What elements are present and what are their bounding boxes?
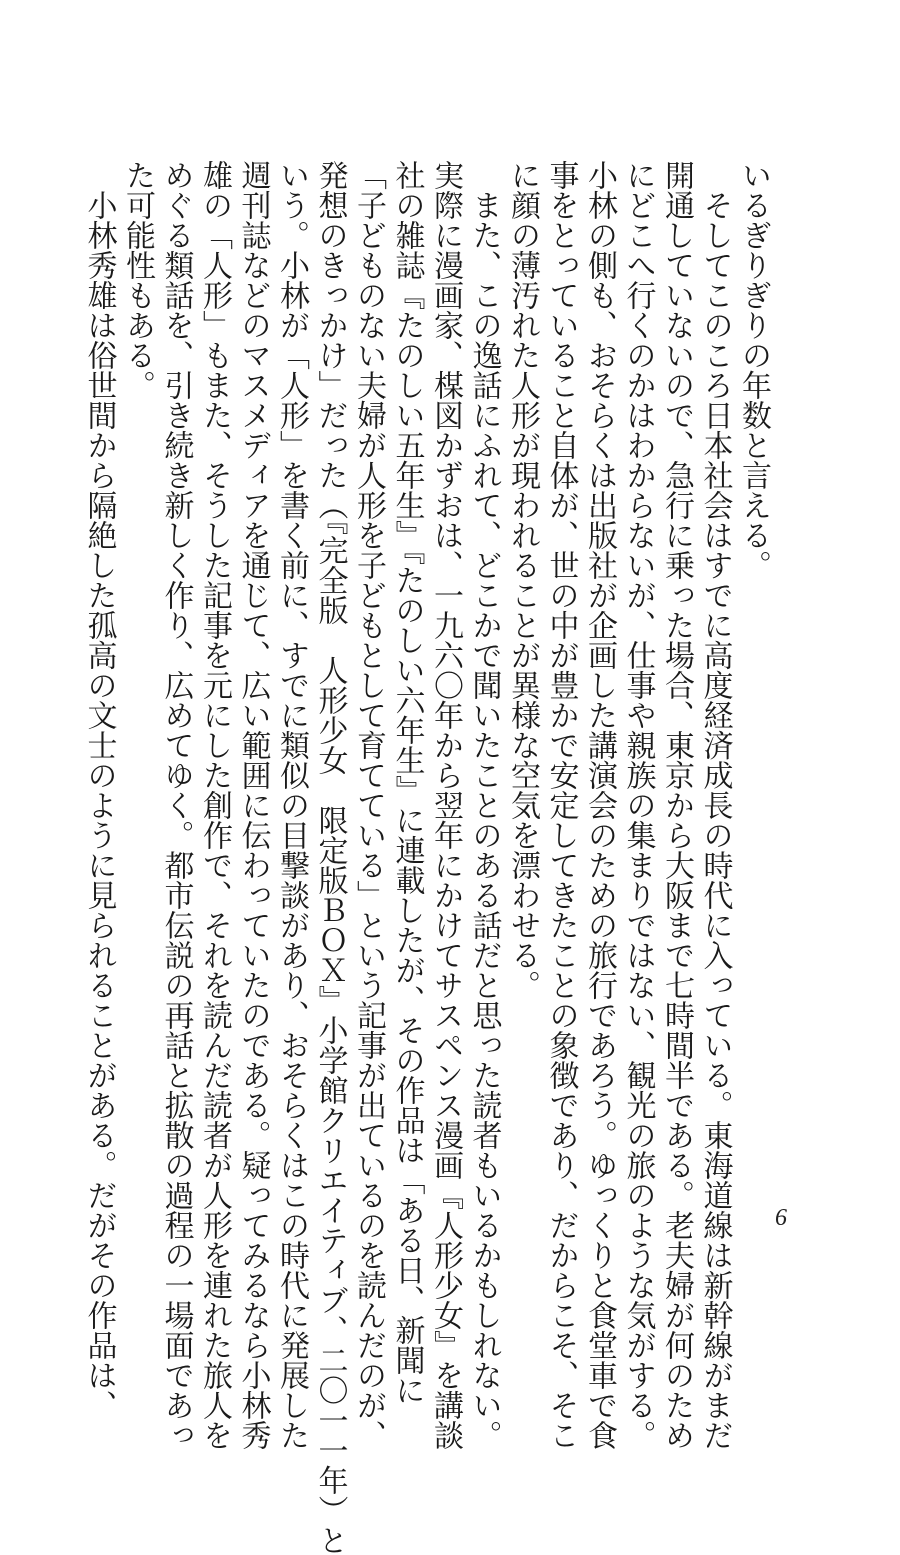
text-line-18: 小林秀雄は俗世間から隔絶した孤高の文士のように見られることがある。だがその作品は、 [81, 160, 117, 1420]
text-line-13: いう。小林が「人形」を書く前に、すでに類似の目撃談があり、おそらくはこの時代に発展した [274, 160, 309, 1450]
text-line-8: また、この逸話にふれて、どこかで聞いたことのある話だと思った読者もいるかもしれない。 [466, 160, 502, 1450]
text-line-9: 実際に漫画家、楳図かずおは、一九六〇年から翌年にかけてサスペンス漫画『人形少女』を講談 [428, 160, 463, 1450]
text-line-3: 開通していないので、急行に乗った場合、東京から大阪まで七時間半である。老夫婦が何のため [659, 160, 694, 1450]
text-line-14: 週刊誌などのマスメディアを通じて、広い範囲に伝わっていたのである。疑ってみるなら小林秀 [235, 160, 271, 1450]
text-line-15: 雄の「人形」もまた、そうした記事を元にした創作で、それを読んだ読者が人形を連れた旅人を [197, 160, 232, 1450]
text-line-2: そしてこのころ日本社会はすでに高度経済成長の時代に入っている。東海道線は新幹線がまだ [697, 160, 733, 1450]
text-line-16: めぐる類話を、引き続き新しく作り、広めてゆく。都市伝説の再話と拡散の過程の一場面であっ [158, 160, 194, 1450]
text-line-4: にどこへ行くのかはわからないが、仕事や親族の集まりではない、観光の旅のような気がする。 [620, 160, 656, 1450]
text-line-17: た可能性もある。 [120, 160, 155, 400]
text-line-1: いるぎりぎりの年数と言える。 [736, 160, 771, 580]
body-text [79, 160, 772, 1555]
text-line-12: 発想のきっかけ」だった（『完全版 人形少女 限定版ＢＯＸ』小学館クリエイティブ、二〇一一年）と [312, 160, 348, 1555]
page-number: 6 [775, 1205, 787, 1231]
text-line-7: に顔の薄汚れた人形が現われることが異様な空気を漂わせる。 [505, 160, 540, 1000]
text-line-5: 小林の側も、おそらくは出版社が企画した講演会のための旅行であろう。ゆっくりと食堂車で食 [582, 160, 617, 1450]
text-line-6: 事をとっていること自体が、世の中が豊かで安定してきたことの象徴であり、だからこそ、そこ [543, 160, 579, 1450]
text-line-10: 社の雑誌『たのしい五年生』『たのしい六年生』に連載したが、その作品は「ある日、新聞に [389, 160, 425, 1405]
text-line-11: 「子どものない夫婦が人形を子どもとして育てている」という記事が出ているのを読んだのが、 [351, 160, 386, 1450]
